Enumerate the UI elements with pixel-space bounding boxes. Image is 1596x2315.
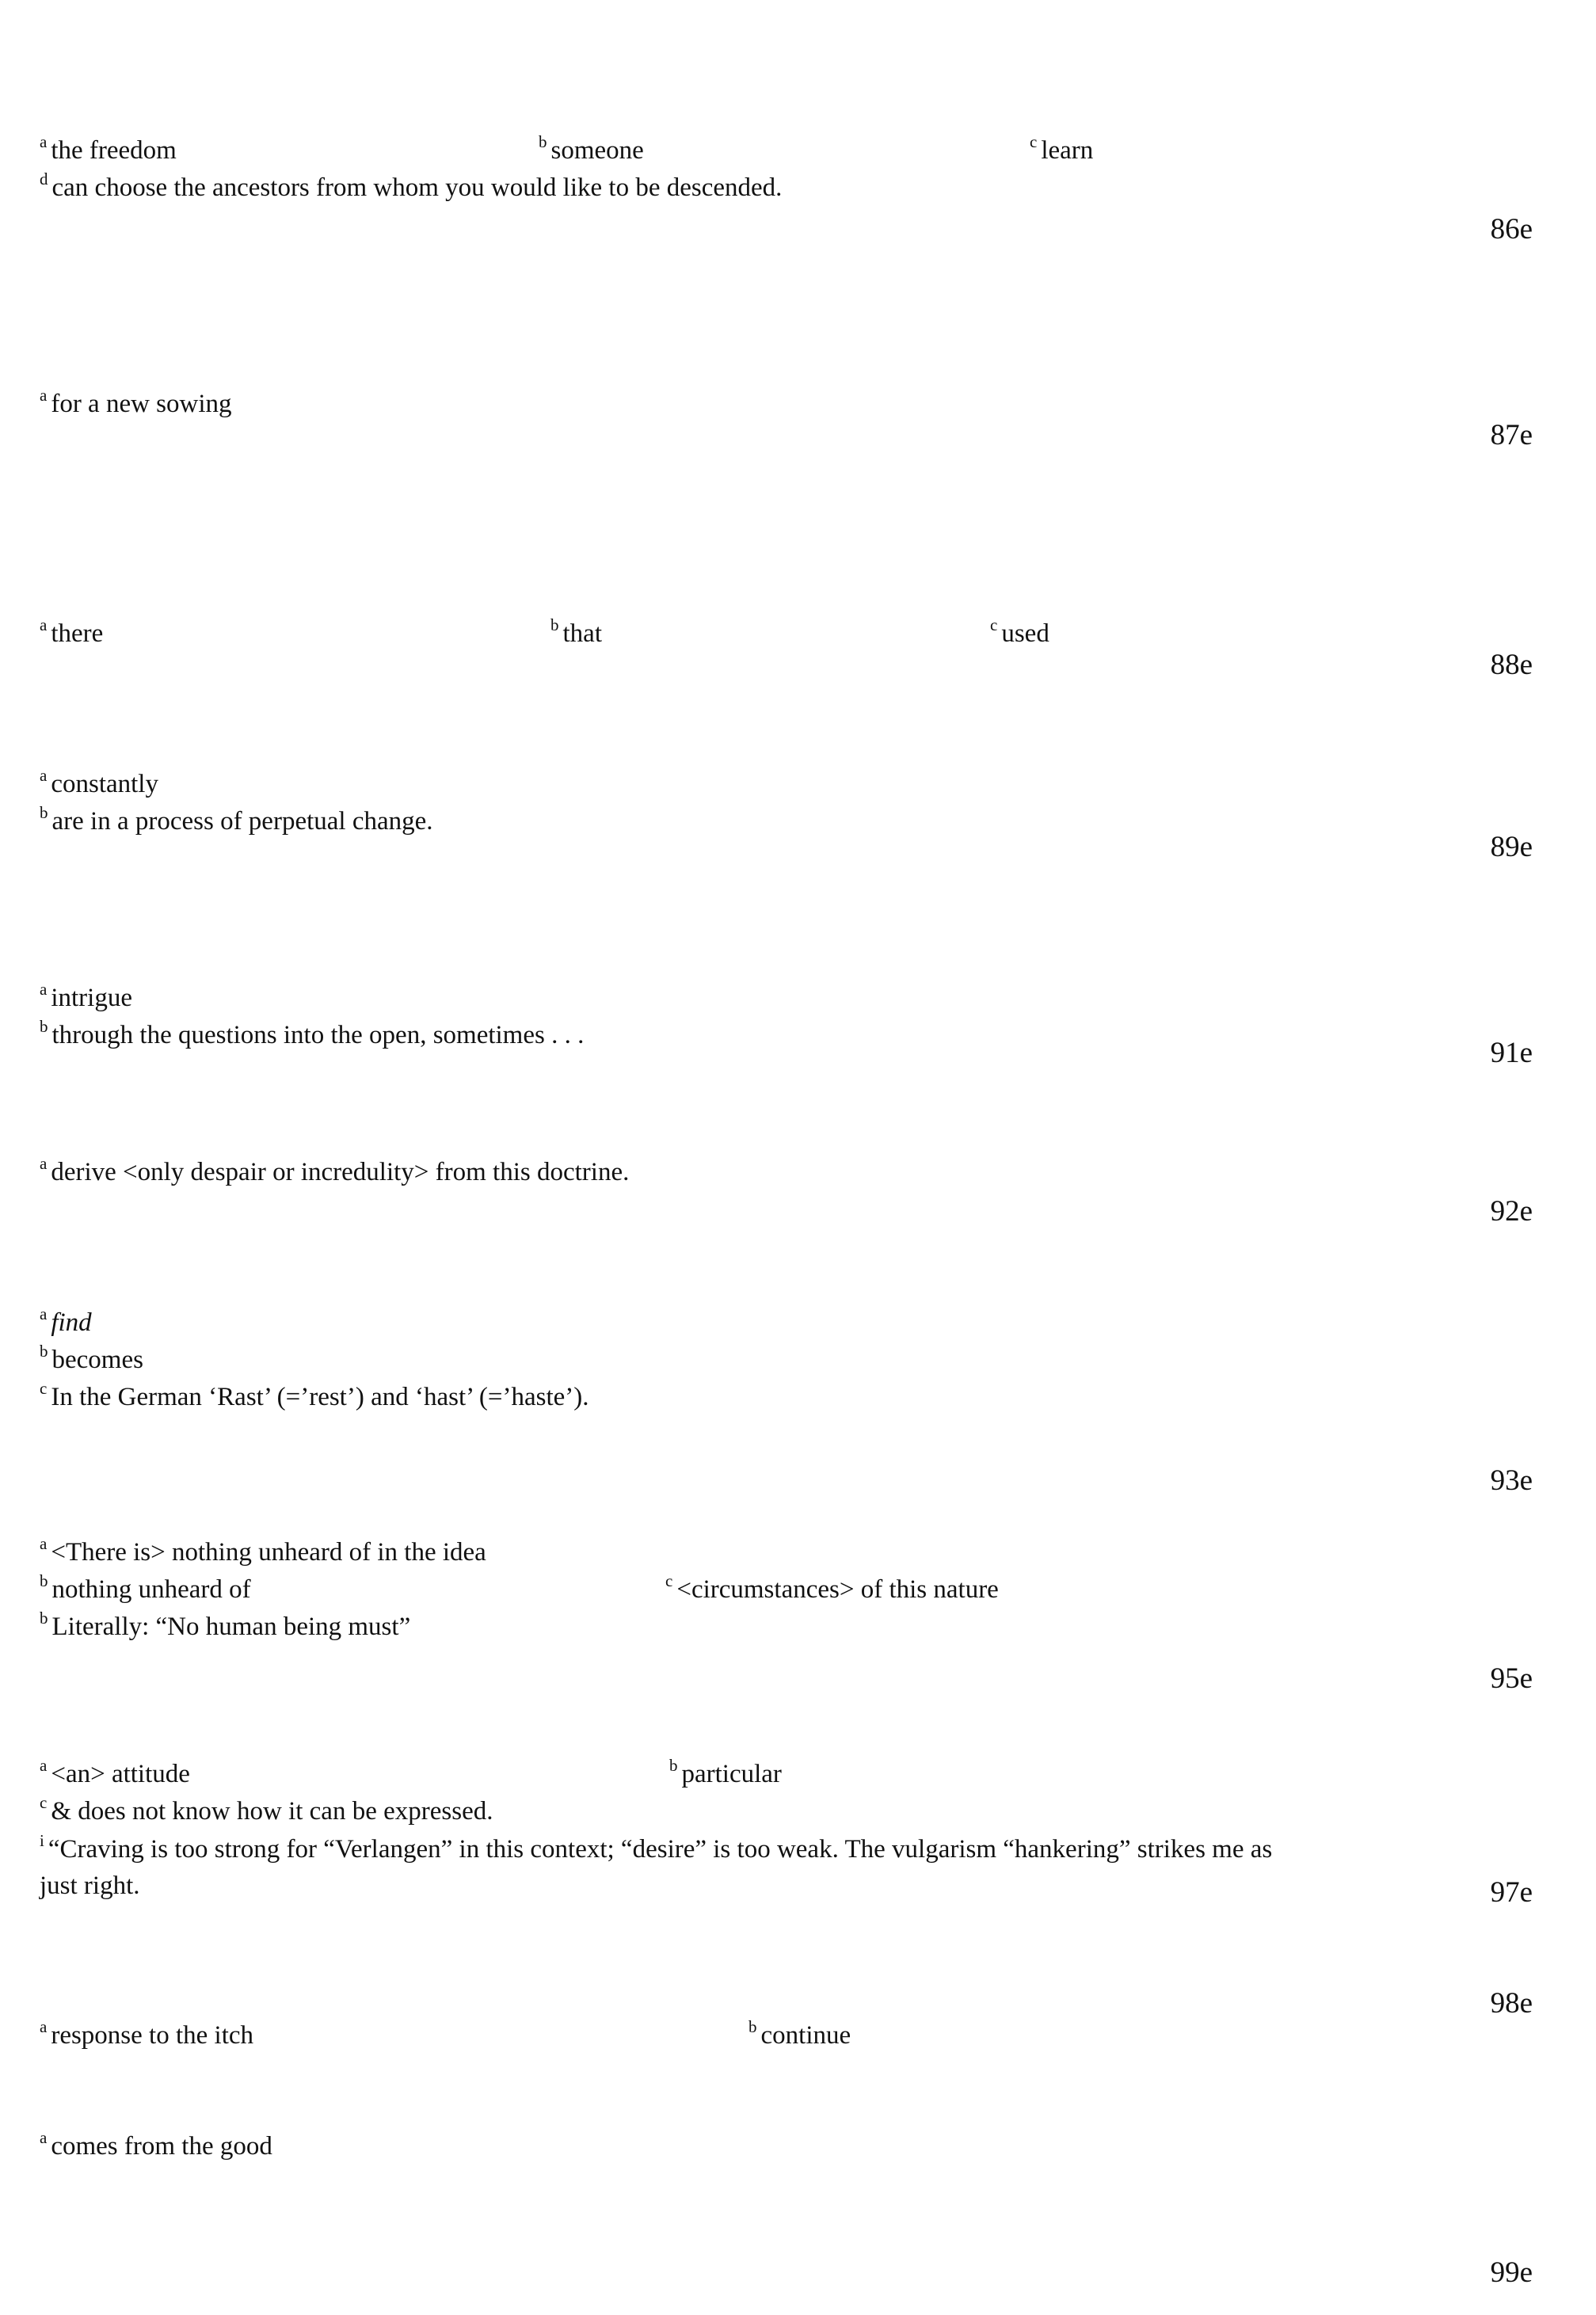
note-marker: b [550,615,559,634]
note-marker: b [40,1609,48,1628]
page-reference [0,1986,1596,2021]
note-text: there [51,619,104,648]
note-text: particular [681,1760,782,1788]
note-marker: a [40,2017,48,2036]
page-reference [0,418,1596,453]
page-reference-label: 89e [1490,831,1533,863]
page-reference-label: 99e [1490,2256,1533,2289]
note-marker: d [40,169,48,188]
note-marker: a [40,1534,48,1553]
note-text: derive <only despair or incredulity> from this doctrine. [51,1158,630,1186]
note-text: for a new sowing [51,390,232,418]
apparatus-note [748,2018,851,2053]
note-text: <circumstances> of this nature [676,1575,999,1604]
apparatus-note [40,767,158,801]
note-marker: b [748,2017,757,2036]
note-marker: a [40,386,48,405]
note-marker: a [40,980,48,999]
note-text: intrigue [51,984,132,1012]
page-reference [0,212,1596,247]
note-line [0,1380,1596,1417]
note-line [0,133,1596,170]
note-text: are in a process of perpetual change. [51,807,433,836]
apparatus-note [40,1794,493,1829]
note-line [0,1155,1596,1192]
page-reference-label: 97e [1490,1876,1533,1909]
note-marker: a [40,1304,48,1323]
note-marker: c [40,1379,48,1398]
apparatus-note [669,1757,782,1791]
page-reference-label: 86e [1490,213,1533,246]
apparatus-block [0,1535,1596,1647]
note-text: becomes [51,1346,143,1374]
apparatus-note [40,1342,143,1377]
apparatus-note [40,1609,410,1644]
note-text: find [51,1308,92,1337]
note-text: <an> attitude [51,1760,190,1788]
note-marker: a [40,766,48,785]
page-reference-label: 87e [1490,419,1533,451]
page-reference-label: 98e [1490,1987,1533,2020]
page-reference-label: 95e [1490,1662,1533,1695]
note-line [0,1609,1596,1647]
page-reference [0,1194,1596,1229]
page-reference [0,1875,1596,1910]
note-line [0,980,1596,1018]
note-marker: c [665,1571,673,1590]
apparatus-note [40,1757,190,1791]
note-text: used [1001,619,1049,648]
note-group [0,1305,1596,1417]
page-reference-label: 88e [1490,649,1533,681]
note-marker: c [1030,132,1038,151]
note-marker: a [40,615,48,634]
apparatus-note [40,133,177,168]
note-line [0,1572,1596,1609]
page-reference [0,1662,1596,1696]
note-text: & does not know how it can be expressed. [51,1797,493,1826]
note-marker: i [40,1831,44,1850]
note-group [0,1535,1596,1647]
note-marker: b [40,1342,48,1361]
page-reference-label: 92e [1490,1195,1533,1228]
page-reference [0,1036,1596,1071]
note-line [0,1305,1596,1342]
apparatus-note [40,2018,253,2053]
apparatus-note [539,133,644,168]
note-group [0,133,1596,208]
note-line [0,2018,1596,2055]
note-marker: b [40,1017,48,1036]
note-marker: a [40,1756,48,1775]
note-line [0,2129,1596,2166]
apparatus-note [40,2129,272,2164]
apparatus-note [40,170,782,205]
note-marker: b [40,803,48,822]
note-marker: a [40,132,48,151]
note-text: nothing unheard of [51,1575,251,1604]
apparatus-note [40,1155,629,1190]
page-reference-label: 93e [1490,1464,1533,1497]
note-line [0,170,1596,208]
page-reference [0,2256,1596,2290]
note-marker: b [539,132,547,151]
page-reference [0,1464,1596,1498]
apparatus-note [40,1535,486,1570]
note-group [0,2129,1596,2166]
note-line [0,767,1596,804]
note-text: comes from the good [51,2132,272,2161]
apparatus-note [665,1572,999,1607]
apparatus-note [550,616,602,651]
apparatus-note [40,1380,589,1415]
note-text: through the questions into the open, sometimes . . . [51,1021,585,1049]
note-text: can choose the ancestors from whom you would like to be descended. [51,173,783,202]
note-line [0,1535,1596,1572]
note-text: response to the itch [51,2021,254,2050]
page-reference [0,830,1596,865]
note-marker: b [669,1756,678,1775]
note-marker: c [40,1793,48,1812]
note-text: In the German ‘Rast’ (=’rest’) and ‘hast’ (=’haste’). [51,1383,589,1411]
note-text: “Craving is too strong for “Verlangen” in this context; “desire” is too weak. The vulgarism “hankering” strikes me as just right. [40,1835,1273,1900]
apparatus-note [40,386,232,421]
note-text: constantly [51,770,158,798]
note-line [0,1342,1596,1380]
apparatus-block [0,133,1596,208]
apparatus-note [40,980,132,1015]
apparatus-note [990,616,1049,651]
apparatus-block [0,1305,1596,1417]
apparatus-note [1030,133,1093,168]
note-text: the freedom [51,136,177,165]
note-text: someone [550,136,644,165]
note-marker: c [990,615,998,634]
note-text: continue [760,2021,851,2050]
apparatus-block [0,2018,1596,2055]
note-marker: b [40,1571,48,1590]
note-text: that [562,619,602,648]
page-reference-label: 91e [1490,1037,1533,1069]
note-text: Literally: “No human being must” [51,1613,411,1641]
apparatus-note [40,1305,92,1340]
page-reference [0,648,1596,683]
note-group [0,2018,1596,2055]
note-text: learn [1041,136,1094,165]
apparatus-note [40,616,103,651]
note-group [0,1155,1596,1192]
apparatus-block [0,2129,1596,2166]
apparatus-block [0,1155,1596,1192]
note-line [0,1757,1596,1794]
note-line [0,1794,1596,1831]
note-marker: a [40,2128,48,2147]
note-marker: a [40,1154,48,1173]
apparatus-note [40,1572,251,1607]
note-text: <There is> nothing unheard of in the idea [51,1538,486,1567]
